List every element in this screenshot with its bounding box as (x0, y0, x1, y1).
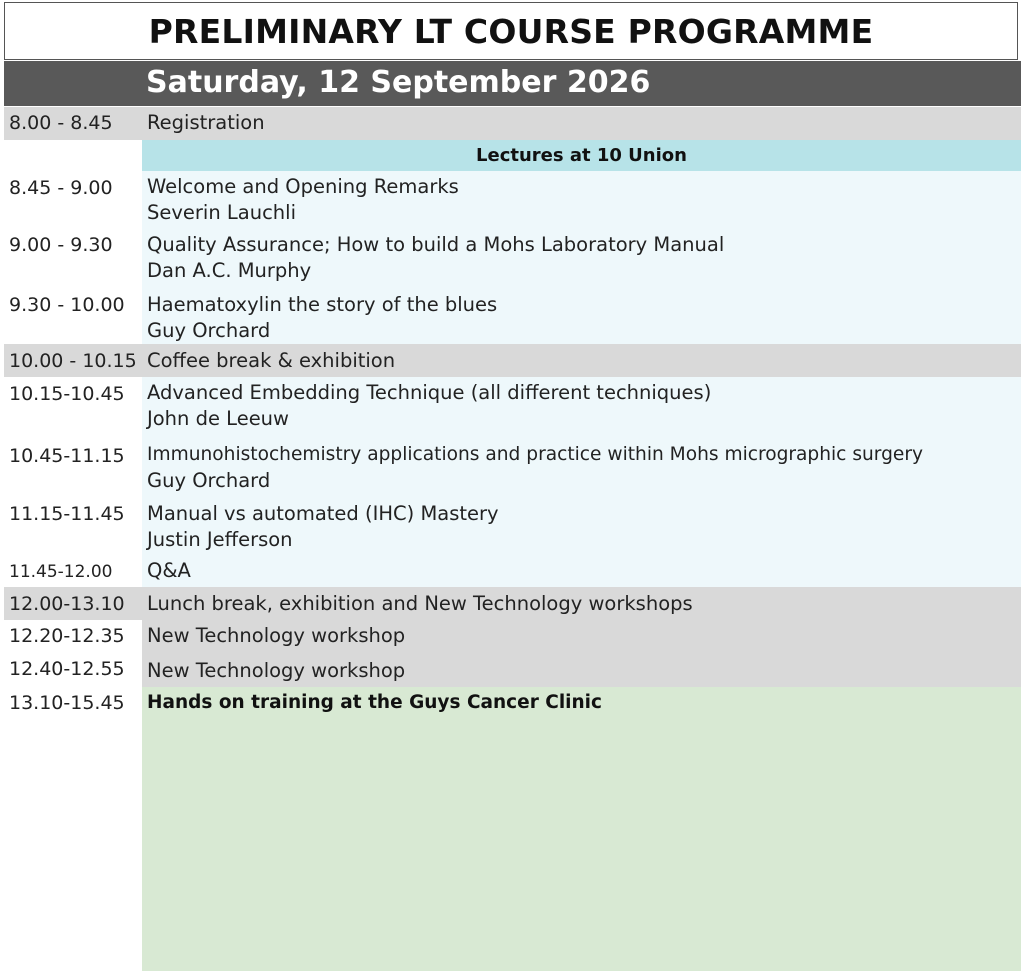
row-speaker: John de Leeuw (147, 407, 289, 430)
row-title: Quality Assurance; How to build a Mohs Laboratory Manual (147, 233, 725, 256)
row-time: 9.00 - 9.30 (9, 234, 113, 256)
row-speaker: Severin Lauchli (147, 201, 296, 224)
row-speaker: Guy Orchard (147, 319, 271, 342)
row-time: 8.45 - 9.00 (9, 177, 113, 199)
row-speaker: Dan A.C. Murphy (147, 259, 312, 282)
row-speaker: Justin Jefferson (147, 528, 293, 551)
row-time: 12.20-12.35 (9, 625, 125, 647)
row-title: New Technology workshop (147, 624, 406, 647)
row-title: Lunch break, exhibition and New Technology workshops (147, 592, 693, 615)
row-title: Manual vs automated (IHC) Mastery (147, 502, 499, 525)
row-time: 10.45-11.15 (9, 445, 125, 467)
row-time: 9.30 - 10.00 (9, 294, 125, 316)
day-heading: Saturday, 12 September 2026 (146, 65, 651, 100)
row-speaker: Guy Orchard (147, 469, 271, 492)
hands-on-band (142, 687, 1021, 971)
row-time: 10.15-10.45 (9, 383, 125, 405)
row-title: Registration (147, 111, 265, 134)
row-time: 12.00-13.10 (9, 593, 125, 615)
row-title: Welcome and Opening Remarks (147, 175, 459, 198)
row-title: Advanced Embedding Technique (all different techniques) (147, 381, 712, 404)
row-title: Immunohistochemistry applications and practice within Mohs micrographic surgery (147, 444, 923, 465)
lectures-header: Lectures at 10 Union (142, 140, 1021, 171)
row-time: 10.00 - 10.15 (9, 350, 137, 372)
row-time: 8.00 - 8.45 (9, 112, 113, 134)
row-title: Coffee break & exhibition (147, 349, 396, 372)
page-title: PRELIMINARY LT COURSE PROGRAMME (4, 2, 1018, 60)
row-time: 12.40-12.55 (9, 658, 125, 680)
row-title: Q&A (147, 559, 191, 582)
day-band (4, 61, 1021, 106)
row-title: New Technology workshop (147, 659, 406, 682)
row-time: 11.45-12.00 (9, 562, 113, 582)
row-title: Haematoxylin the story of the blues (147, 293, 498, 316)
row-time: 11.15-11.45 (9, 503, 125, 525)
row-title: Hands on training at the Guys Cancer Clinic (147, 692, 602, 713)
row-time: 13.10-15.45 (9, 692, 125, 714)
